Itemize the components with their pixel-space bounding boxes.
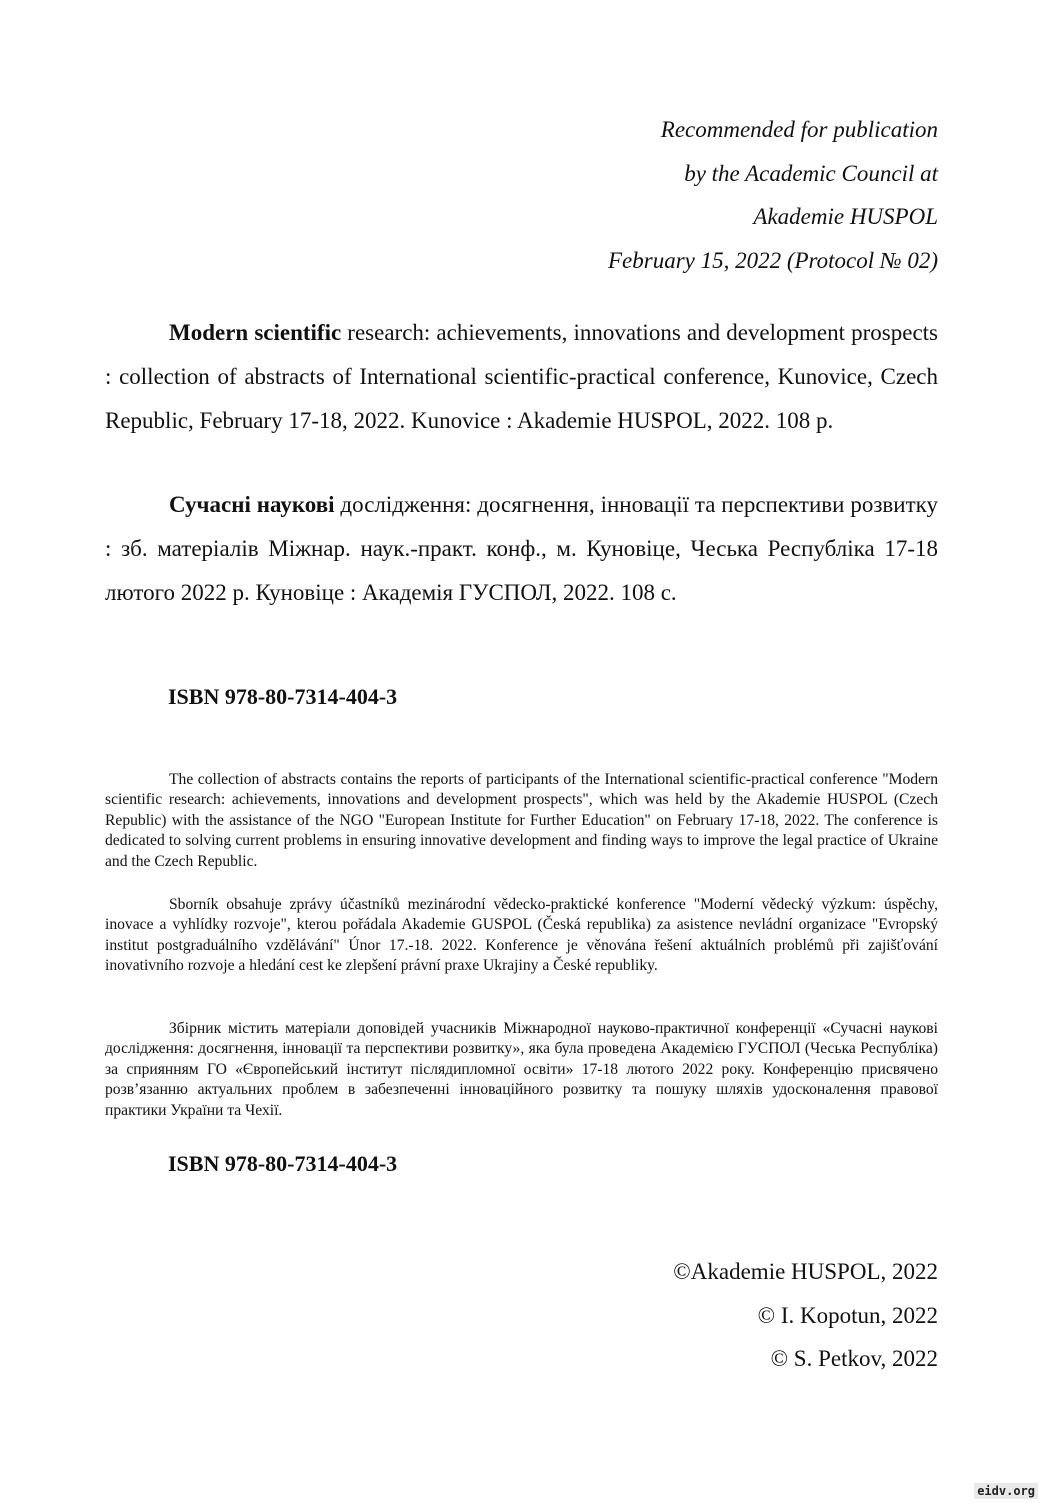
copyright-line-2: © I. Kopotun, 2022 <box>757 1302 938 1328</box>
abstract-czech: Sborník obsahuje zprávy účastníků mezinárodní vědecko-praktické konference "Moderní vědecký výzkum: úspěchy, inovace a vyhlídky rozvoje", kterou pořádala Akademie GUSPOL (Česká republika) za asistence nevládní organizace "Evropský institut postgraduálního vzdělávání" Únor 17.-18. 2022. Konference je věnována řešení aktuálních problémů při zajišťování inovativního rozvoje a hledání cest ke zlepšení právní praxe Ukrajiny a České republiky. <box>105 896 938 975</box>
publication-recommendation <box>608 108 938 282</box>
recommendation-line-1: Recommended for publication <box>660 117 938 142</box>
bibliographic-text-ukrainian: дослідження: досягнення, інновації та перспективи розвитку : зб. матеріалів Міжнар. наук.-практ. конф., м. Куновіце, Чеська Республіка 17-18 лютого 2022 р. Куновіце : Академія ГУСПОЛ, 2022. 108 с. <box>105 492 938 605</box>
bibliographic-entry-english <box>105 311 938 443</box>
bibliographic-title-ukrainian: Сучасні наукові <box>169 492 335 517</box>
bibliographic-title-english: Modern scientific <box>169 320 342 345</box>
copyright-line-1: ©Akademie HUSPOL, 2022 <box>673 1259 938 1284</box>
bibliographic-entry-ukrainian <box>105 483 938 615</box>
recommendation-line-4: February 15, 2022 (Protocol № 02) <box>607 247 938 273</box>
isbn-top: ISBN 978-80-7314-404-3 <box>168 684 398 709</box>
watermark: eidv.org <box>974 1483 1038 1499</box>
abstract-english: The collection of abstracts contains the reports of participants of the International scientific-practical conference "Modern scientific research: achievements, innovations and development prospects", which was held by the Akademie HUSPOL (Czech Republic) with the assistance of the NGO "European Institute for Further Education" on February 17-18, 2022. The conference is dedicated to solving current problems in ensuring innovative development and finding ways to improve the legal practice of Ukraine and the Czech Republic. <box>105 771 938 870</box>
abstract-ukrainian: Збірник містить матеріали доповідей учасників Міжнародної науково-практичної конференції «Сучасні наукові дослідження: досягнення, інновації та перспективи розвитку», яка була проведена Академією ГУСПОЛ (Чеська Республіка) за сприянням ГО «Європейський інститут післядипломної освіти» 17-18 лютого 2022 року. Конференцію присвячено розв’язанню актуальних проблем в забезпеченні інноваційного розвитку та пошуку шляхів удосконалення правової практики України та Чехії. <box>105 1020 938 1119</box>
recommendation-line-3: Akademie HUSPOL <box>753 204 938 229</box>
recommendation-line-2: by the Academic Council at <box>684 160 938 186</box>
copyright-block <box>673 1250 938 1381</box>
copyright-line-3: © S. Petkov, 2022 <box>770 1346 938 1371</box>
isbn-bottom: ISBN 978-80-7314-404-3 <box>168 1151 398 1176</box>
bibliographic-text-english: research: achievements, innovations and development prospects : collection of abstracts of International scientific-practical conference, Kunovice, Czech Republic, February 17-18, 2022. Kunovice : Akademie HUSPOL, 2022. 108 p. <box>105 320 938 433</box>
